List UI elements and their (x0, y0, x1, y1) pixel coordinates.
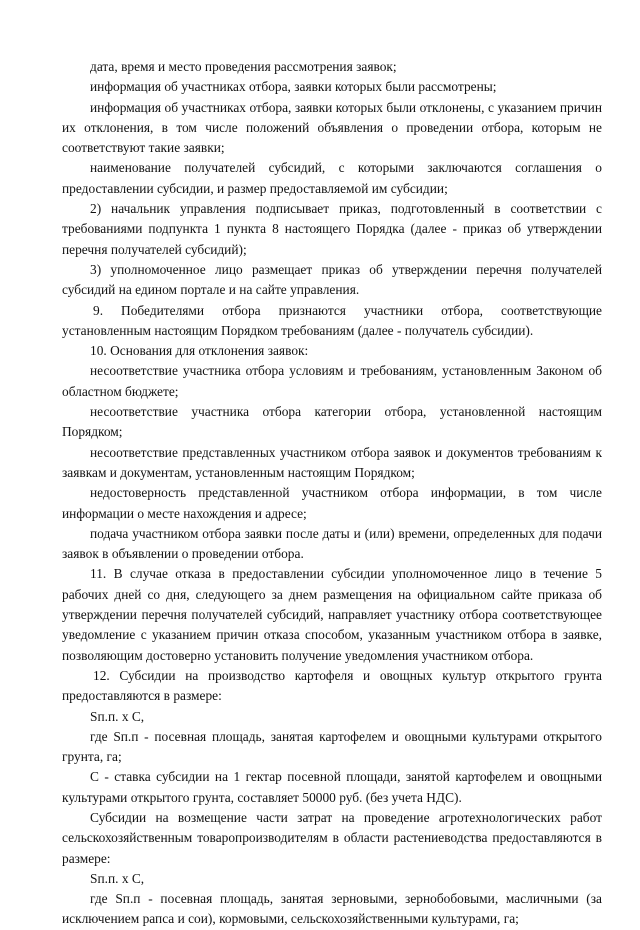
paragraph-rejected-participants: информация об участниках отбора, заявки которых были отклонены, с указанием причин их отклонения, в том числе положений объявления о проведении отбора, которым не соответствуют такие заявки; (62, 99, 602, 156)
paragraph-section-11: 11. В случае отказа в предоставлении субсидии уполномоченное лицо в течение 5 рабочих дней со дня, следующего за днем размещения на официальном сайте приказа об утверждении перечня получателей субсидий, направляет участнику отбора соответствующее уведомление с указанием причин отказа способом, указанным участником отбора в заявке, позволяющим достоверно установить получение уведомления участником отбора. (62, 566, 602, 663)
paragraph-formula-1-s: где Sп.п - посевная площадь, занятая картофелем и овощными культурами открытого грунта, га; (62, 728, 602, 765)
paragraph-reviewed-participants: информация об участниках отбора, заявки которых были рассмотрены; (90, 79, 497, 95)
paragraph-reason-1: несоответствие участника отбора условиям и требованиям, установленным Законом об областном бюджете; (62, 363, 602, 399)
paragraph-agrotech-subsidy: Субсидии на возмещение части затрат на проведение агротехнологических работ сельскохозяйственным товаропроизводителям в области растениеводства предоставляются в размере: (62, 809, 602, 866)
paragraph-formula-2-s: где Sп.п - посевная площадь, занятая зерновыми, зернобобовыми, масличными (за исключением рапса и сои), кормовыми, сельскохозяйственными культурами, га; (62, 891, 602, 927)
formula-2: Sп.п. x C, (90, 870, 145, 886)
paragraph-section-10: 10. Основания для отклонения заявок: (90, 343, 309, 359)
paragraph-review-date: дата, время и место проведения рассмотрения заявок; (90, 59, 397, 74)
paragraph-reason-5: подача участником отбора заявки после даты и (или) времени, определенных для подачи заявок в объявлении о проведении отбора. (62, 525, 602, 562)
paragraph-item-3: 3) уполномоченное лицо размещает приказ об утверждении перечня получателей субсидий на едином портале и на сайте управления. (62, 261, 602, 298)
paragraph-formula-1-c: C - ставка субсидии на 1 гектар посевной площади, занятой картофелем и овощными культурами открытого грунта, составляет 50000 руб. (без учета НДС). (62, 769, 602, 805)
paragraph-subsidy-recipients: наименование получателей субсидий, с которыми заключаются соглашения о предоставлении субсидии, и размер предоставляемой им субсидии; (62, 160, 602, 196)
paragraph-section-9: 9. Победителями отбора признаются участники отбора, соответствующие установленным настоящим Порядком требованиям (далее - получатель субсидии). (62, 302, 602, 338)
paragraph-reason-4: недостоверность представленной участником отбора информации, в том числе информации о месте нахождения и адресе; (62, 485, 602, 521)
paragraph-reason-3: несоответствие представленных участником отбора заявок и документов требованиям к заявкам и документам, установленным настоящим Порядком; (62, 444, 602, 480)
paragraph-section-12: 12. Субсидии на производство картофеля и овощных культур открытого грунта предоставляются в размере: (62, 667, 602, 704)
paragraph-item-2: 2) начальник управления подписывает приказ, подготовленный в соответствии с требованиями подпункта 1 пункта 8 настоящего Порядка (далее - приказ об утверждении перечня получателей субсидий); (62, 201, 602, 257)
paragraph-reason-2: несоответствие участника отбора категории отбора, установленной настоящим Порядком; (62, 404, 602, 440)
formula-1: Sп.п. x C, (90, 708, 145, 724)
